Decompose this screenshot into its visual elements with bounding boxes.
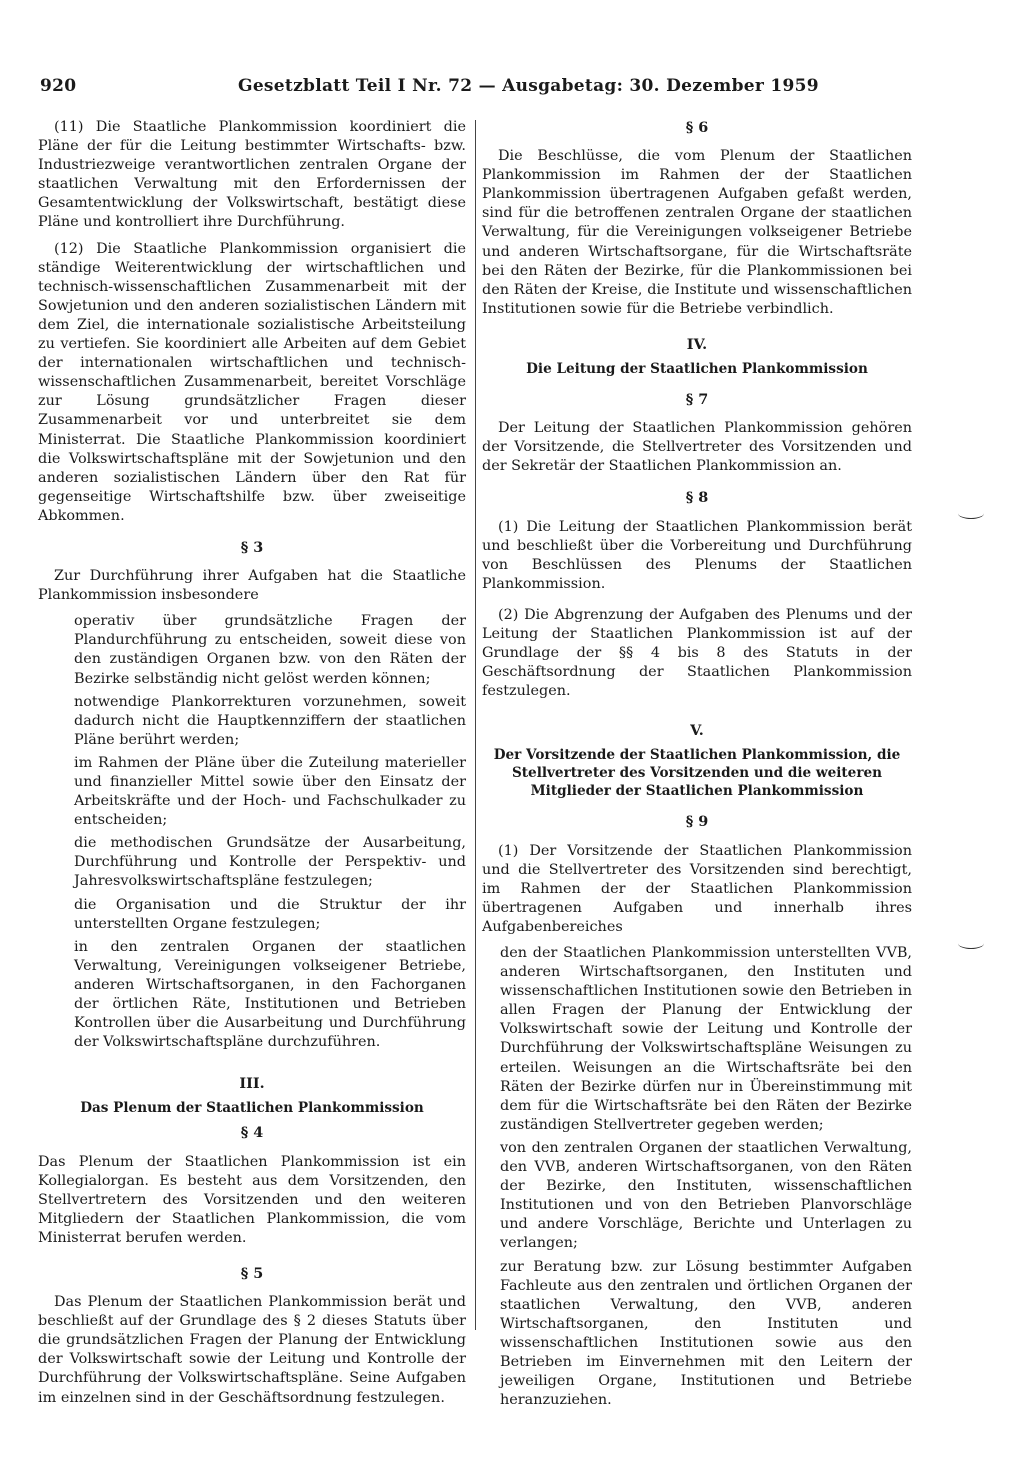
section-7-heading: § 7 <box>685 391 709 409</box>
section-6-heading: § 6 <box>685 119 709 136</box>
list-item: operativ über grundsätzliche Fragen der Plandurchführung zu entscheiden, soweit diese von den zuständigen Organen bzw. von den Räten der Bezirke selbständig nicht gelöst werden können; <box>74 613 466 687</box>
list-item: im Rahmen der Pläne über die Zuteilung materieller und finanzieller Mittel sowie über den Einsatz der Arbeitskräfte und der Hoch- und Fachschulkader zu entscheiden; <box>74 754 466 829</box>
margin-mark <box>958 508 984 519</box>
list-item: in den zentralen Organen der staatlichen Verwaltung, Vereinigungen volkseigener Betriebe, anderen Wirtschaftsorganen, in den Fachorganen der örtlichen Räte, Institutionen und Betrieben Kontrollen über die Ausarbeitung und Durchführung der Volkswirtschaftspläne durchzuführen. <box>74 938 466 1051</box>
list-item: von den zentralen Organen der staatlichen Verwaltung, den VVB, anderen Wirtschaftsorganen, von den Räten der Bezirke, den Instituten, wissenschaftlichen Institutionen und von den Betrieben Planvorschläge und andere Vorschläge, Berichte und Unterlagen zu verlangen; <box>500 1139 912 1252</box>
gazette-title: Gesetzblatt Teil I Nr. 72 — Ausgabetag: 30. Dezember 1959 <box>238 76 819 96</box>
section-8-paragraph-2: (2) Die Abgrenzung der Aufgaben des Plenums und der Leitung der Staatlichen Plankommission ist auf der Grundlage der §§ 4 bis 8 des Statuts in der Geschäftsordnung der Staatlichen Plankommission festzulegen. <box>482 606 912 700</box>
section-3-list <box>38 612 466 1052</box>
section-9-heading: § 9 <box>685 813 709 831</box>
list-item: notwendige Plankorrekturen vorzunehmen, soweit dadurch nicht die Hauptkennziffern der staatlichen Pläne berührt werden; <box>74 693 466 748</box>
margin-mark <box>958 938 984 949</box>
section-8-heading: § 8 <box>685 489 709 507</box>
section-9-list <box>482 944 912 1410</box>
column-divider <box>475 120 476 1330</box>
chapter-5-number: V. <box>690 722 704 740</box>
section-8-paragraph-1: (1) Die Leitung der Staatlichen Plankommission berät und beschließt über die Vorbereitung und Durchführung von Beschlüssen des Plenums der Staatlichen Plankommission. <box>482 518 912 592</box>
chapter-3-title: Das Plenum der Staatlichen Plankommission <box>80 1100 424 1117</box>
chapter-4-title: Die Leitung der Staatlichen Plankommission <box>526 361 868 378</box>
section-7-text: Der Leitung der Staatlichen Plankommission gehören der Vorsitzende, die Stellvertreter des Vorsitzenden und der Sekretär der Staatlichen Plankommission an. <box>482 420 912 475</box>
list-item: den der Staatlichen Plankommission unterstellten VVB, anderen Wirtschaftsorganen, den Instituten und wissenschaftlichen Institutionen sowie den Betrieben in allen Fragen der Planung der Entwicklung der Volkswirtschaft sowie der Leitung und Kontrolle der Durchführung der Volkswirtschaftspläne Weisungen zu erteilen. Weisungen an die Wirtschaftsräte bei den Räten der Bezirke dürfen nur in Übereinstimmung mit dem für die Wirtschaftsräte bei den Räten der Bezirke zuständigen Stellvertreter gegeben werden; <box>500 945 912 1133</box>
page-number: 920 <box>40 76 77 96</box>
left-column <box>38 118 466 1415</box>
section-9-intro: (1) Der Vorsitzende der Staatlichen Plankommission und die Stellvertreter des Vorsitzenden sind berechtigt, im Rahmen der der Staatlichen Plankommission übertragenen Aufgaben und innerhalb ihres Aufgabenbereiches <box>482 842 912 935</box>
section-5-heading: § 5 <box>240 1264 264 1282</box>
chapter-3-number: III. <box>239 1075 265 1093</box>
paragraph-11: (11) Die Staatliche Plankommission koordiniert die Pläne der für die Leitung bestimmter Wirtschafts- bzw. Industriezweige verantwortlichen zentralen Organe der staatlichen Verwaltung mit den Erfordernissen der Gesamtentwicklung der Volkswirtschaft, bestätigt diese Pläne und kontrolliert ihre Durchführung. <box>38 119 466 231</box>
section-4-heading: § 4 <box>240 1124 264 1142</box>
section-3-heading: § 3 <box>240 538 264 556</box>
page-header <box>40 76 940 104</box>
list-item: zur Beratung bzw. zur Lösung bestimmter Aufgaben Fachleute aus den zentralen und örtlichen Organen der staatlichen Verwaltung, den VVB, anderen Wirtschaftsorganen, den Instituten und wissenschaftlichen Institutionen sowie aus den Betrieben im Einvernehmen mit den Leitern der jeweiligen Organe, Institutionen und Betriebe heranzuziehen. <box>500 1258 912 1409</box>
list-item: die Organisation und die Struktur der ihr unterstellten Organe festzulegen; <box>74 896 466 932</box>
paragraph-12: (12) Die Staatliche Plankommission organisiert die ständige Weiterentwicklung der wirtschaftlichen und technisch-wissenschaftlichen Zusammenarbeit mit der Sowjetunion und den anderen sozialistischen Ländern mit dem Ziel, die internationale sozialistische Arbeitsteilung zu vertiefen. Sie koordiniert alle Arbeiten auf dem Gebiet der internationalen wirtschaftlichen und technisch-wissenschaftlichen Zusammenarbeit, bereitet Vorschläge zur Lösung grundsätzlicher Fragen dieser Zusammenarbeit vor und unterbreitet sie dem Ministerrat. Die Staatliche Plankommission koordiniert die Volkswirtschaftspläne mit der Sowjetunion und den anderen sozialistischen Ländern über den Rat für gegenseitige Wirtschaftshilfe bzw. über zweiseitige Abkommen. <box>38 240 466 524</box>
right-column <box>482 118 912 1414</box>
section-5-text: Das Plenum der Staatlichen Plankommission berät und beschließt auf der Grundlage des § 2 dieses Statuts über die grundsätzlichen Fragen der Planung der Entwicklung der Volkswirtschaft sowie der Leitung und Kontrolle der Durchführung der Volkswirtschaftspläne. Seine Aufgaben im einzelnen sind in der Geschäftsordnung festzulegen. <box>38 1294 466 1406</box>
section-6-text: Die Beschlüsse, die vom Plenum der Staatlichen Plankommission im Rahmen der der Staatlichen Plankommission übertragenen Aufgaben gefaßt werden, sind für die betroffenen zentralen Organe der staatlichen Verwaltung, für die Vereinigungen volkseigener Betriebe und anderen Wirtschaftsorgane, für die Wirtschaftsräte bei den Räten der Bezirke, für die Plankommissionen bei den Räten der Kreise, die Institute und wissenschaftlichen Institutionen sowie für die Betriebe verbindlich. <box>482 148 912 317</box>
section-4-text: Das Plenum der Staatlichen Plankommission ist ein Kollegialorgan. Es besteht aus dem Vorsitzenden, den Stellvertretern des Vorsitzenden und den weiteren Mitgliedern der Staatlichen Plankommission, die vom Ministerrat berufen werden. <box>38 1153 466 1246</box>
section-3-intro: Zur Durchführung ihrer Aufgaben hat die Staatliche Plankommission insbesondere <box>38 568 466 604</box>
chapter-4-number: IV. <box>686 335 708 353</box>
list-item: die methodischen Grundsätze der Ausarbeitung, Durchführung und Kontrolle der Perspektiv- und Jahresvolkswirtschaftspläne festzulegen; <box>74 835 466 890</box>
chapter-5-title: Der Vorsitzende der Staatlichen Plankommission, die Stellvertreter des Vorsitzenden und die weiteren Mitglieder der Staatlichen Plankommission <box>493 747 901 800</box>
